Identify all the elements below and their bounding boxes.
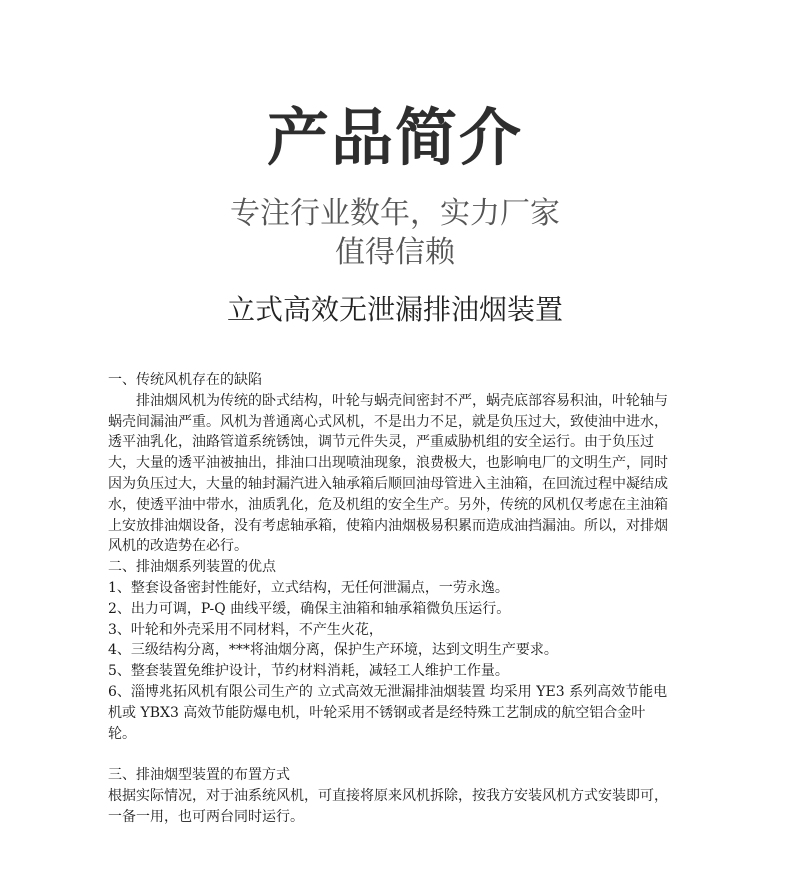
section-1-paragraph: 排油烟风机为传统的卧式结构，叶轮与蜗壳间密封不严，蜗壳底部容易积油，叶轮轴与蜗壳间漏油严重。风机为普通离心式风机，不是出力不足，就是负压过大，致使油中进水，透平油乳化，油路管道系统锈蚀，调节元件失灵，严重威胁机组的安全运行。由于负压过大，大量的透平油被抽出，排油口出现喷油现象，浪费极大，也影响电厂的文明生产，同时因为负压过大，大量的轴封漏汽进入轴承箱后顺回油母管进入主油箱，在回流过程中凝结成水，使透平油中带水，油质乳化，危及机组的安全生产。另外，传统的风机仅考虑在主油箱上安放排油烟设备，没有考虑轴承箱，使箱内油烟极易积累而造成油挡漏油。所以，对排烟风机的改造势在必行。 <box>108 392 668 555</box>
product-name: 立式高效无泄漏排油烟装置 <box>226 293 563 326</box>
advantage-item: 4、三级结构分离，***将油烟分离，保护生产环境，达到文明生产要求。 <box>108 642 558 659</box>
spacer <box>108 744 668 765</box>
page-title: 产品简介 <box>266 101 523 174</box>
description-body <box>108 370 668 828</box>
subtitle-line-1: 专注行业数年，实力厂家 <box>230 196 560 231</box>
advantage-item: 6、淄博兆拓风机有限公司生产的 立式高效无泄漏排油烟装置 均采用 YE3 系列高效节能电机或 YBX3 高效节能防爆电机，叶轮采用不锈钢或者是经特殊工艺制成的航空铝合金叶轮。 <box>108 683 668 742</box>
advantage-item: 1、整套设备密封性能好，立式结构，无任何泄漏点，一劳永逸。 <box>108 579 509 596</box>
section-2-heading: 二、排油烟系列装置的优点 <box>108 559 276 576</box>
advantage-item: 5、整套装置免维护设计，节约材料消耗，减轻工人维护工作量。 <box>108 663 509 680</box>
subtitle-line-2: 值得信赖 <box>335 235 455 270</box>
section-1-heading: 一、传统风机存在的缺陷 <box>108 372 262 388</box>
section-3-heading: 三、排油烟型装置的布置方式 <box>108 767 290 784</box>
section-3-paragraph: 根据实际情况，对于油系统风机，可直接将原来风机拆除，按我方安装风机方式安装即可，一备一用，也可两台同时运行。 <box>108 787 668 825</box>
advantage-item: 2、出力可调，P-Q 曲线平缓，确保主油箱和轴承箱微负压运行。 <box>108 600 511 617</box>
advantage-item: 3、叶轮和外壳采用不同材料，不产生火花， <box>108 621 383 638</box>
